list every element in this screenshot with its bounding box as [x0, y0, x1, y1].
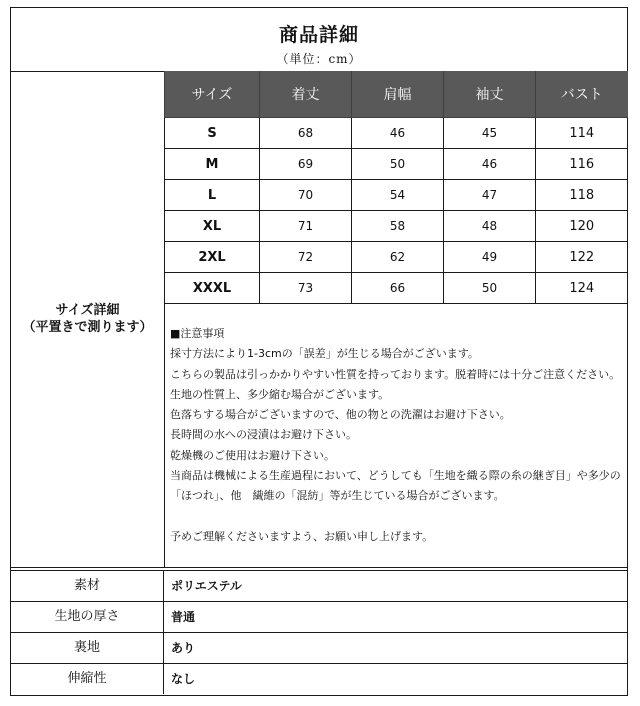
length-cell: 69	[260, 149, 352, 180]
shoulder-cell: 66	[352, 273, 444, 304]
spec-value: なし	[171, 672, 196, 686]
column-header-size: サイズ	[165, 71, 260, 118]
note-line: 生地の性質上、多少縮む場合がございます。	[170, 387, 390, 401]
product-detail-sheet	[10, 7, 628, 696]
note-line: 採寸方法により1-3cmの「誤差」が生じる場合がございます。	[170, 347, 479, 361]
size-cell: S	[165, 118, 260, 149]
spec-row-stretch	[11, 664, 627, 695]
sleeve-cell: 47	[444, 180, 536, 211]
notes-closing: 予めご理解くださいますよう、お願い申し上げます。	[170, 529, 434, 543]
bust-cell: 124	[536, 273, 628, 304]
spec-label: 生地の厚さ	[11, 602, 164, 632]
shoulder-cell: 54	[352, 180, 444, 211]
sleeve-cell: 46	[444, 149, 536, 180]
spec-label: 伸縮性	[11, 664, 164, 694]
spec-value: ポリエステル	[171, 579, 242, 593]
size-cell: L	[165, 180, 260, 211]
size-cell: XL	[165, 211, 260, 242]
spec-row-lining	[11, 633, 627, 664]
table-row	[165, 118, 628, 149]
table-row	[165, 242, 628, 273]
length-cell: 68	[260, 118, 352, 149]
table-row	[165, 273, 628, 304]
shoulder-cell: 46	[352, 118, 444, 149]
length-cell: 73	[260, 273, 352, 304]
measure-method-label: （平置きで測ります）	[22, 320, 153, 335]
length-cell: 71	[260, 211, 352, 242]
sleeve-cell: 45	[444, 118, 536, 149]
note-line: 色落ちする場合がございますので、他の物との洗濯はお避け下さい。	[170, 408, 511, 422]
column-header-length: 着丈	[260, 71, 352, 118]
sleeve-cell: 48	[444, 211, 536, 242]
length-cell: 70	[260, 180, 352, 211]
note-line: 乾燥機のご使用はお避け下さい。	[170, 448, 335, 462]
bust-cell: 118	[536, 180, 628, 211]
note-line: こちらの製品は引っかかりやすい性質を持っております。脱着時には十分ご注意ください。	[170, 367, 621, 381]
spec-row-thickness	[11, 602, 627, 633]
spec-label: 裏地	[11, 633, 164, 663]
spec-value: 普通	[171, 610, 196, 624]
bust-cell: 122	[536, 242, 628, 273]
spec-row-material	[11, 571, 627, 602]
size-detail-label-cell	[11, 71, 165, 567]
size-table-header-row	[165, 71, 628, 118]
note-line: 長時間の水への浸漬はお避け下さい。	[170, 428, 357, 442]
size-detail-label: サイズ詳細	[55, 303, 120, 318]
table-row	[165, 180, 628, 211]
size-table	[164, 71, 628, 304]
bust-cell: 114	[536, 118, 628, 149]
length-cell: 72	[260, 242, 352, 273]
bust-cell: 120	[536, 211, 628, 242]
care-notes	[164, 314, 627, 567]
column-header-shoulder: 肩幅	[352, 71, 444, 118]
note-spacer	[170, 507, 621, 527]
page-title: 商品詳細	[278, 24, 359, 46]
sleeve-cell: 49	[444, 242, 536, 273]
shoulder-cell: 50	[352, 149, 444, 180]
table-row	[165, 149, 628, 180]
size-cell: 2XL	[165, 242, 260, 273]
spec-value: あり	[171, 641, 196, 655]
spec-label: 素材	[11, 571, 164, 601]
sleeve-cell: 50	[444, 273, 536, 304]
column-header-bust: バスト	[536, 71, 628, 118]
shoulder-cell: 58	[352, 211, 444, 242]
size-cell: M	[165, 149, 260, 180]
size-cell: XXXL	[165, 273, 260, 304]
notes-heading: ■注意事項	[170, 327, 225, 340]
shoulder-cell: 62	[352, 242, 444, 273]
column-header-sleeve: 袖丈	[444, 71, 536, 118]
table-row	[165, 211, 628, 242]
bust-cell: 116	[536, 149, 628, 180]
unit-subtitle: （単位：cm）	[276, 52, 362, 66]
note-line: 当商品は機械による生産過程において、どうしても「生地を織る際の糸の継ぎ目」や多少の「ほつれ」、他 繊維の「混紡」等が生じている場合がございます。	[170, 469, 621, 503]
title-header	[11, 8, 627, 72]
